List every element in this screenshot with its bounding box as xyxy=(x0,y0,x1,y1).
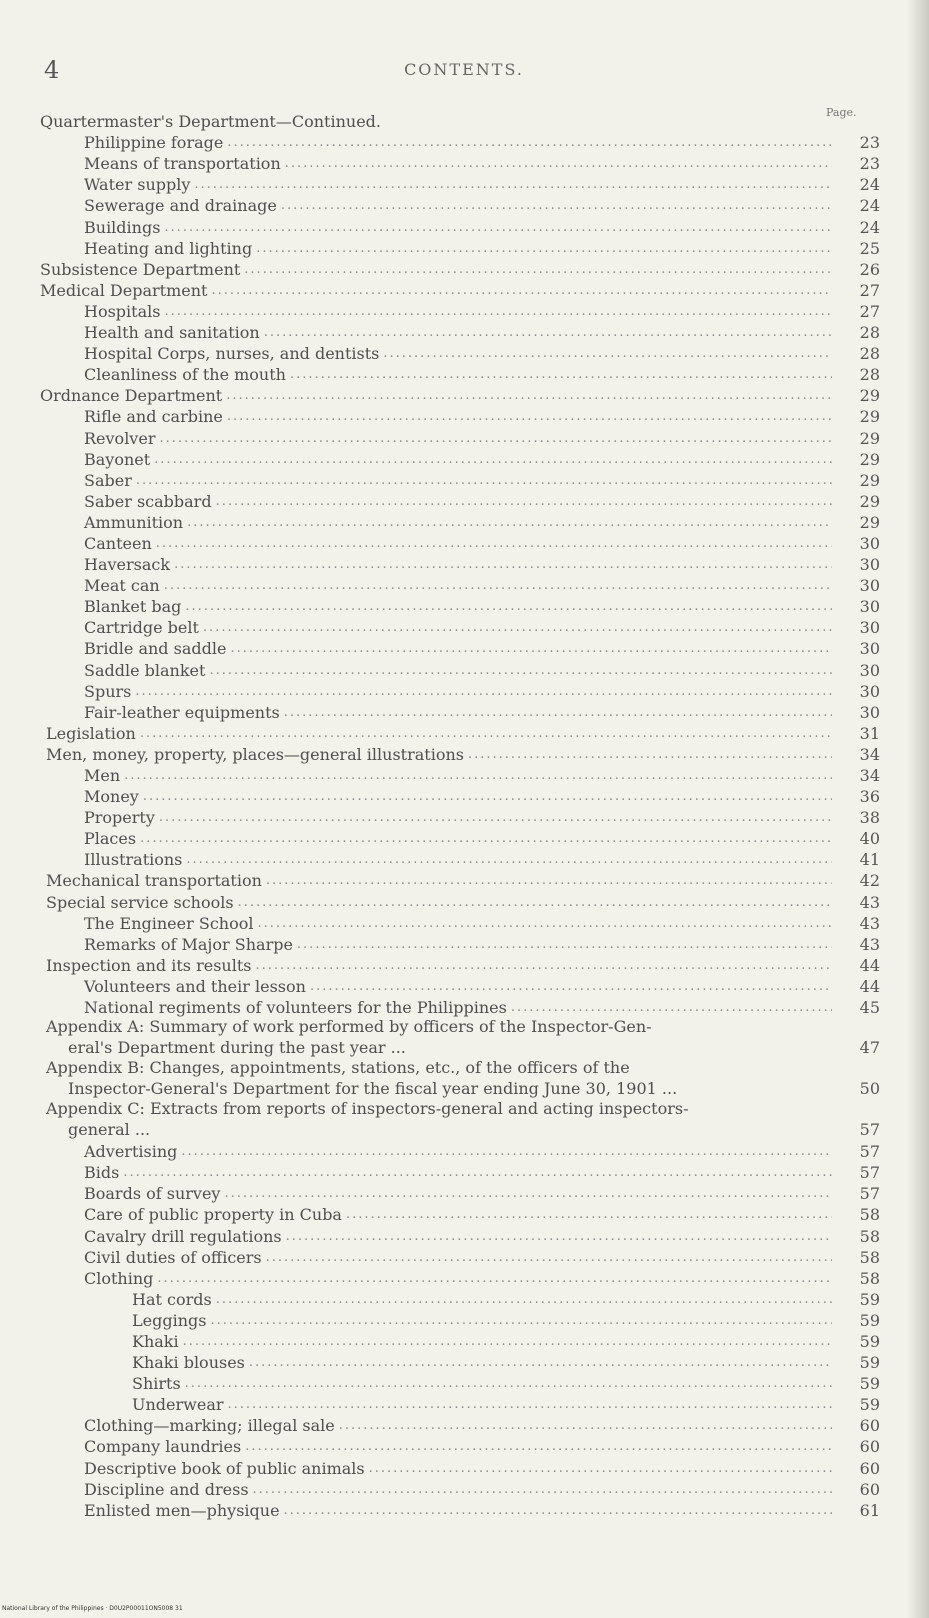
toc-entry-page: 38 xyxy=(859,808,880,828)
page-column-label: Page. xyxy=(826,106,857,119)
toc-entry-label: Buildings xyxy=(84,217,161,237)
toc-entry-page: 29 xyxy=(859,491,880,511)
toc-entry-page: 58 xyxy=(859,1226,880,1246)
appendix-entry xyxy=(40,1099,880,1140)
dot-leader xyxy=(310,977,832,996)
toc-entry-page: 27 xyxy=(859,280,880,300)
toc-entry xyxy=(40,1203,880,1224)
toc-entry-label: Meat can xyxy=(84,576,160,596)
appendix-page: 47 xyxy=(859,1037,880,1057)
toc-entry-page: 34 xyxy=(859,744,880,764)
toc-entry-label: Saber scabbard xyxy=(84,491,212,511)
dot-leader xyxy=(185,1374,832,1393)
toc-entry xyxy=(40,1161,880,1182)
toc-entry-label: Descriptive book of public animals xyxy=(84,1458,365,1478)
toc-entry-page: 60 xyxy=(859,1416,880,1436)
toc-entry-page: 24 xyxy=(859,175,880,195)
dot-leader xyxy=(210,1311,832,1330)
toc-entry-label: Hospitals xyxy=(84,301,161,321)
dot-leader xyxy=(290,365,832,384)
appendix-line-1: Appendix A: Summary of work performed by officers of the Inspector-Gen- xyxy=(46,1017,652,1037)
toc-entry-label: Company laundries xyxy=(84,1437,242,1457)
toc-entry-page: 23 xyxy=(859,154,880,174)
toc-entry xyxy=(40,448,880,469)
dot-leader xyxy=(194,175,832,194)
toc-entry-page: 27 xyxy=(859,301,880,321)
dot-leader xyxy=(245,1437,832,1456)
toc-entry xyxy=(40,1372,880,1393)
toc-entry xyxy=(40,1330,880,1351)
dot-leader xyxy=(238,893,832,912)
toc-entry xyxy=(40,405,880,426)
dot-leader xyxy=(183,1332,832,1351)
toc-entry-page: 60 xyxy=(859,1458,880,1478)
toc-entry xyxy=(40,511,880,532)
toc-entry-label: Saber xyxy=(84,470,132,490)
toc-entry-page: 59 xyxy=(859,1289,880,1309)
toc-entry xyxy=(40,1351,880,1372)
toc-entry-page: 43 xyxy=(859,913,880,933)
toc-entry xyxy=(40,110,880,131)
toc-entry-label: Subsistence Department xyxy=(40,259,241,279)
toc-entry-label: Shirts xyxy=(132,1374,181,1394)
dot-leader xyxy=(174,555,832,574)
toc-entry xyxy=(40,1140,880,1161)
toc-entry xyxy=(40,194,880,215)
toc-entry-page: 41 xyxy=(859,850,880,870)
dot-leader xyxy=(157,1269,832,1288)
toc-entry xyxy=(40,532,880,553)
toc-entry xyxy=(40,1499,880,1520)
toc-entry-label: Illustrations xyxy=(84,850,183,870)
toc-entry xyxy=(40,595,880,616)
toc-entry xyxy=(40,384,880,405)
toc-entry-page: 30 xyxy=(859,576,880,596)
dot-leader xyxy=(185,597,832,616)
toc-entry-page: 30 xyxy=(859,702,880,722)
dot-leader xyxy=(297,935,832,954)
dot-leader xyxy=(164,576,832,595)
toc-entry-page: 42 xyxy=(859,871,880,891)
dot-leader xyxy=(253,1480,832,1499)
toc-entry-label: Ordnance Department xyxy=(40,386,223,406)
toc-entry-label: Hospital Corps, nurses, and dentists xyxy=(84,344,380,364)
dot-leader xyxy=(286,1227,832,1246)
toc-entry xyxy=(40,426,880,447)
toc-entry xyxy=(40,321,880,342)
toc-entry-label: Inspection and its results xyxy=(46,955,252,975)
toc-entry-label: Property xyxy=(84,808,155,828)
toc-entry-page: 30 xyxy=(859,597,880,617)
toc-entry-page: 58 xyxy=(859,1205,880,1225)
dot-leader xyxy=(468,745,832,764)
appendix-line-2: Inspector-General's Department for the fiscal year ending June 30, 1901 ... xyxy=(68,1078,678,1098)
toc-entry-page: 24 xyxy=(859,217,880,237)
toc-entry-label: Medical Department xyxy=(40,280,208,300)
toc-entry-label: Bayonet xyxy=(84,449,151,469)
toc-entry xyxy=(40,1435,880,1456)
appendix-page: 57 xyxy=(859,1119,880,1139)
dot-leader xyxy=(369,1459,832,1478)
toc-entry-label: Volunteers and their lesson xyxy=(84,976,306,996)
toc-entry xyxy=(40,848,880,869)
toc-entry-label: Care of public property in Cuba xyxy=(84,1205,342,1225)
toc-entry-label: Men, money, property, places—general illustrations xyxy=(46,744,464,764)
dot-leader xyxy=(136,471,832,490)
toc-entry-label: Water supply xyxy=(84,175,191,195)
toc-entry xyxy=(40,1478,880,1499)
toc-entry-label: Cavalry drill regulations xyxy=(84,1226,282,1246)
dot-leader xyxy=(249,1353,832,1372)
toc-entry-label: Philippine forage xyxy=(84,133,224,153)
toc-entry-page: 58 xyxy=(859,1268,880,1288)
toc-entry xyxy=(40,342,880,363)
page-header xyxy=(44,56,884,86)
dot-leader xyxy=(140,724,832,743)
toc-entry-page: 40 xyxy=(859,829,880,849)
toc-entry-label: National regiments of volunteers for the Philippines xyxy=(84,998,507,1018)
toc-entry-page: 59 xyxy=(859,1353,880,1373)
dot-leader xyxy=(181,1142,832,1161)
appendix-line-2: eral's Department during the past year ... xyxy=(68,1037,406,1057)
toc-entry-label: Fair-leather equipments xyxy=(84,702,280,722)
dot-leader xyxy=(164,218,832,237)
appendix-page: 50 xyxy=(859,1078,880,1098)
toc-entry xyxy=(40,1246,880,1267)
toc-entry-page: 61 xyxy=(859,1500,880,1520)
toc-entry-page: 29 xyxy=(859,386,880,406)
toc-entry xyxy=(40,152,880,173)
dot-leader xyxy=(216,1290,832,1309)
dot-leader xyxy=(164,302,832,321)
toc-entry-label: Haversack xyxy=(84,555,171,575)
dot-leader xyxy=(346,1205,832,1224)
dot-leader xyxy=(211,281,832,300)
toc-entry-page: 30 xyxy=(859,639,880,659)
toc-entry xyxy=(40,363,880,384)
toc-entry-page: 59 xyxy=(859,1331,880,1351)
toc-entry-page: 44 xyxy=(859,955,880,975)
dot-leader xyxy=(383,344,832,363)
toc-entry xyxy=(40,912,880,933)
toc-entry-label: Khaki blouses xyxy=(132,1353,245,1373)
toc-entry xyxy=(40,215,880,236)
toc-entry-page: 60 xyxy=(859,1437,880,1457)
toc-entry-page: 25 xyxy=(859,238,880,258)
toc-entry-page: 57 xyxy=(859,1142,880,1162)
toc-entry-label: Underwear xyxy=(132,1395,224,1415)
toc-entry-label: Enlisted men—physique xyxy=(84,1500,280,1520)
dot-leader xyxy=(227,407,832,426)
toc-entry-page: 30 xyxy=(859,660,880,680)
toc-entry-label: Saddle blanket xyxy=(84,660,206,680)
dot-leader xyxy=(143,787,832,806)
toc-entry-page: 57 xyxy=(859,1184,880,1204)
dot-leader xyxy=(227,133,832,152)
toc-entry-label: Places xyxy=(84,829,137,849)
toc-entry-label: Advertising xyxy=(84,1142,178,1162)
toc-entry-label: Special service schools xyxy=(46,892,234,912)
toc-entry xyxy=(40,279,880,300)
toc-entry xyxy=(40,1182,880,1203)
toc-entry-label: Revolver xyxy=(84,428,156,448)
toc-entry-label: Leggings xyxy=(132,1310,207,1330)
toc-entry-label: Cleanliness of the mouth xyxy=(84,365,286,385)
toc-entry-page: 34 xyxy=(859,766,880,785)
dot-leader xyxy=(123,1163,832,1182)
toc-entry-page: 29 xyxy=(859,449,880,469)
toc-entry-label: Hat cords xyxy=(132,1289,212,1309)
toc-entry-page: 28 xyxy=(859,365,880,385)
toc-entry xyxy=(40,869,880,890)
toc-entry-label: Canteen xyxy=(84,533,152,553)
toc-entry xyxy=(40,933,880,954)
toc-entry xyxy=(40,258,880,279)
appendix-line-2: general ... xyxy=(68,1119,151,1139)
toc-entry xyxy=(40,616,880,637)
toc-entry-label: The Engineer School xyxy=(84,913,254,933)
dot-leader xyxy=(159,808,832,827)
dot-leader xyxy=(209,661,832,680)
toc-entry-label: Cartridge belt xyxy=(84,618,199,638)
dot-leader xyxy=(284,1501,832,1520)
toc-entry xyxy=(40,490,880,511)
scan-footer: National Library of the Philippines · D0U2P00011ON5008 31 xyxy=(2,1605,183,1612)
dot-leader xyxy=(224,1184,832,1203)
toc-entry-page: 26 xyxy=(859,259,880,279)
toc-entry-label: Men xyxy=(84,766,121,785)
toc-entry xyxy=(40,1267,880,1288)
toc-entry-label: Sewerage and drainage xyxy=(84,196,277,216)
toc-entry xyxy=(40,890,880,911)
toc-entry-page: 29 xyxy=(859,407,880,427)
toc-entry-page: 30 xyxy=(859,555,880,575)
toc-entry xyxy=(40,1393,880,1414)
appendix-entry xyxy=(40,1017,880,1058)
toc-entry-page: 57 xyxy=(859,1163,880,1183)
toc-entry-page: 31 xyxy=(859,723,880,743)
scan-edge-shadow xyxy=(907,0,929,1618)
toc-entry-label: Discipline and dress xyxy=(84,1479,249,1499)
toc-entry-page: 29 xyxy=(859,428,880,448)
toc-entry xyxy=(40,701,880,722)
toc-entry xyxy=(40,764,880,785)
toc-entry-page: 30 xyxy=(859,618,880,638)
table-of-contents xyxy=(40,110,880,1520)
dot-leader xyxy=(266,871,832,890)
toc-entry-label: Clothing—marking; illegal sale xyxy=(84,1416,335,1436)
toc-entry-page: 59 xyxy=(859,1310,880,1330)
dot-leader xyxy=(156,534,832,553)
toc-entry-label: Mechanical transportation xyxy=(46,871,262,891)
toc-entry-label: Boards of survey xyxy=(84,1184,221,1204)
toc-entry xyxy=(40,996,880,1017)
toc-entry xyxy=(40,1456,880,1477)
dot-leader xyxy=(255,956,832,975)
toc-entry xyxy=(40,131,880,152)
toc-entry-page: 43 xyxy=(859,934,880,954)
dot-leader xyxy=(511,998,832,1017)
toc-entry xyxy=(40,1309,880,1330)
toc-entry-page: 29 xyxy=(859,470,880,490)
dot-leader xyxy=(203,618,832,637)
toc-entry-page: 60 xyxy=(859,1479,880,1499)
toc-entry xyxy=(40,173,880,194)
toc-entry-page: 28 xyxy=(859,323,880,343)
dot-leader xyxy=(281,196,832,215)
dot-leader xyxy=(216,492,832,511)
toc-entry-page: 28 xyxy=(859,344,880,364)
toc-entry-label: Khaki xyxy=(132,1331,179,1351)
toc-entry xyxy=(40,1414,880,1435)
toc-entry-label: Bridle and saddle xyxy=(84,639,227,659)
dot-leader xyxy=(226,386,832,405)
toc-entry-label: Blanket bag xyxy=(84,597,182,617)
toc-entry-label: Rifle and carbine xyxy=(84,407,223,427)
toc-entry-label: Bids xyxy=(84,1163,120,1183)
dot-leader xyxy=(228,1395,833,1414)
toc-entry-page: 30 xyxy=(859,533,880,553)
toc-entry xyxy=(40,722,880,743)
toc-entry-page: 43 xyxy=(859,892,880,912)
page-number: 4 xyxy=(44,56,60,84)
toc-entry-label: Civil duties of officers xyxy=(84,1247,262,1267)
dot-leader xyxy=(264,323,832,342)
toc-entry-label: Spurs xyxy=(84,681,132,701)
dot-leader xyxy=(339,1416,832,1435)
toc-entry xyxy=(40,743,880,764)
dot-leader xyxy=(285,154,832,173)
dot-leader xyxy=(159,429,832,448)
dot-leader xyxy=(154,450,832,469)
toc-entry-page: 45 xyxy=(859,998,880,1018)
dot-leader xyxy=(186,850,832,869)
toc-entry xyxy=(40,1224,880,1245)
appendix-line-1: Appendix B: Changes, appointments, stations, etc., of the officers of the xyxy=(46,1058,630,1078)
toc-entry-label: Money xyxy=(84,787,139,807)
toc-entry-label: Legislation xyxy=(46,723,136,743)
toc-entry xyxy=(40,300,880,321)
toc-entry-page: 24 xyxy=(859,196,880,216)
toc-entry xyxy=(40,785,880,806)
dot-leader xyxy=(135,682,832,701)
toc-entry xyxy=(40,1288,880,1309)
toc-entry-page: 44 xyxy=(859,976,880,996)
dot-leader xyxy=(187,513,832,532)
toc-entry xyxy=(40,553,880,574)
toc-entry xyxy=(40,827,880,848)
toc-entry-page: 58 xyxy=(859,1247,880,1267)
dot-leader xyxy=(124,766,832,785)
appendix-line-1: Appendix C: Extracts from reports of inspectors-general and acting inspectors- xyxy=(46,1099,689,1119)
toc-entry-page: 36 xyxy=(859,787,880,807)
toc-entry-page: 23 xyxy=(859,133,880,153)
toc-entry xyxy=(40,658,880,679)
toc-entry xyxy=(40,680,880,701)
toc-entry-page: 30 xyxy=(859,681,880,701)
toc-entry-page: 29 xyxy=(859,512,880,532)
page-title: CONTENTS. xyxy=(404,60,524,79)
toc-entry xyxy=(40,954,880,975)
toc-entry-label: Ammunition xyxy=(84,512,184,532)
toc-entry xyxy=(40,975,880,996)
toc-entry-label: Remarks of Major Sharpe xyxy=(84,934,293,954)
toc-entry-label: Heating and lighting xyxy=(84,238,253,258)
toc-entry xyxy=(40,469,880,490)
dot-leader xyxy=(230,639,832,658)
toc-entry-page: 59 xyxy=(859,1374,880,1394)
toc-entry-label: Means of transportation xyxy=(84,154,281,174)
appendix-entry xyxy=(40,1058,880,1099)
toc-entry xyxy=(40,637,880,658)
dot-leader xyxy=(140,829,832,848)
dot-leader xyxy=(256,239,832,258)
dot-leader xyxy=(244,260,832,279)
toc-entry-label: Clothing xyxy=(84,1268,154,1288)
toc-entry xyxy=(40,574,880,595)
toc-entry-label: Quartermaster's Department—Continued. xyxy=(40,112,381,132)
dot-leader xyxy=(257,914,832,933)
toc-entry xyxy=(40,806,880,827)
toc-entry-label: Health and sanitation xyxy=(84,323,260,343)
toc-entry-page: 59 xyxy=(859,1395,880,1415)
toc-entry xyxy=(40,237,880,258)
dot-leader xyxy=(266,1248,832,1267)
dot-leader xyxy=(284,703,832,722)
